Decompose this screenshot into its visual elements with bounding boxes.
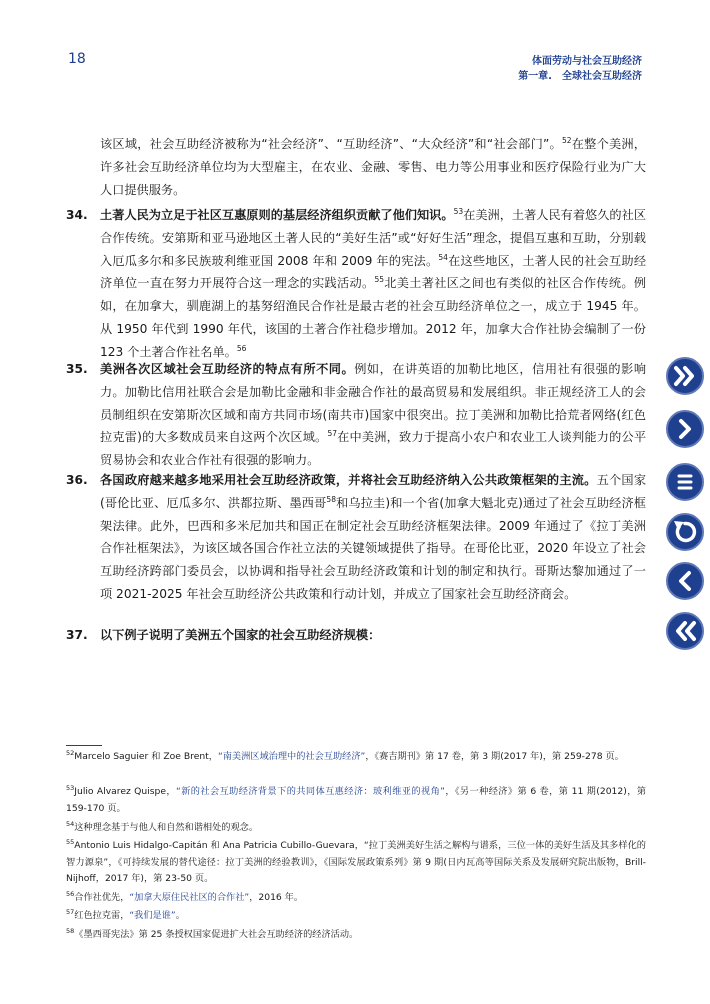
nav-previous-page-button[interactable] xyxy=(666,562,704,600)
body-text: Antonio Luis Hidalgo-Capitán 和 Ana Patricia Cubillo-Guevara，“拉丁美洲美好生活之解构与谱系，三位一体的美好生活及其多样化的智力源泉”，《可持续发展的替代途径：拉丁美洲的经验教训》，《国际发展政策系列》第 9 期(日内瓦高等国际关系及发展研究院出版物，Brill-Nijhoff，2017 年)，第 23-50 页。 xyxy=(66,840,646,884)
body-text: 红色拉克雷， xyxy=(74,910,130,921)
nav-last-page-button[interactable] xyxy=(666,357,704,395)
body-text: ，2016 年。 xyxy=(249,892,304,903)
nav-contents-button[interactable] xyxy=(666,463,704,501)
body-text: 五个国家(哥伦比亚、厄瓜多尔、洪都拉斯、墨西哥 xyxy=(100,473,647,510)
body-text: 。 xyxy=(175,910,185,921)
running-header-title: 体面劳动与社会互助经济 xyxy=(532,56,642,67)
nav-first-page-button[interactable] xyxy=(666,612,704,650)
footnote-reference[interactable]: 58 xyxy=(326,494,336,504)
footnote-number: 52 xyxy=(66,748,75,757)
chevron-right-icon xyxy=(668,412,702,446)
page-number: 18 xyxy=(68,51,86,67)
paragraph-34 xyxy=(100,204,646,364)
paragraph-number: 34. xyxy=(66,208,88,222)
footnote-58 xyxy=(66,927,646,944)
footnote-56 xyxy=(66,890,646,907)
paragraph-36 xyxy=(100,469,646,606)
footnote-55 xyxy=(66,838,646,888)
body-text: Julio Alvarez Quispe， xyxy=(74,786,177,797)
body-text: 在整个美洲，许多社会互助经济单位均为大型雇主，在农业、金融、零售、电力等公用事业和医疗保险行业为广大人口提供服务。 xyxy=(100,137,646,197)
body-text: Marcelo Saguier 和 Zoe Brent， xyxy=(74,751,218,762)
paragraph-35 xyxy=(100,358,646,472)
body-text: 在中美洲，致力于提高小农户和农业工人谈判能力的公平贸易协会和农业合作社有很强的影响力。 xyxy=(100,430,647,468)
paragraph-lead-sentence: 土著人民为立足于社区互惠原则的基层经济组织贡献了他们知识。 xyxy=(100,208,454,222)
footnote-number: 53 xyxy=(66,783,75,792)
footnote-reference[interactable]: 52 xyxy=(561,135,572,145)
body-text: 北美土著社区之间也有类似的社区合作传统。例如，在加拿大，驯鹿湖上的基努绍渔民合作社是最古老的社会互助经济单位之一，成立于 1945 年。从 1950 年代到 1990 年代，该国的土著合作社稳步增加。2012 年，加拿大合作社协会编制了一份 123 个土著合作社名单。 xyxy=(100,276,647,359)
footnote-reference[interactable]: 53 xyxy=(453,206,464,216)
footnote-reference[interactable]: 55 xyxy=(374,275,385,285)
footnote-reference[interactable]: 54 xyxy=(438,252,448,262)
footnote-separator xyxy=(66,745,102,746)
body-text: 在美洲，土著人民有着悠久的社区合作传统。安第斯和亚马逊地区土著人民的“美好生活”或“好好生活”理念，提倡互惠和互助，分别载入厄瓜多尔和多民族玻利维亚国 2008 年和 2009 年的宪法。 xyxy=(100,208,647,268)
citation-link[interactable]: “新的社会互助经济背景下的共同体互惠经济：玻利维亚的视角” xyxy=(176,786,445,797)
footnote-number: 54 xyxy=(66,819,75,828)
footnote-57 xyxy=(66,908,646,925)
body-text: ，《另一种经济》第 6 卷，第 11 期(2012)，第 159-170 页。 xyxy=(66,786,647,814)
body-text: 该区域，社会互助经济被称为“社会经济”、“互助经济”、“大众经济”和“社会部门”。 xyxy=(100,137,562,151)
paragraph-number: 37. xyxy=(66,628,88,642)
nav-next-page-button[interactable] xyxy=(666,410,704,448)
chevron-left-icon xyxy=(668,564,702,598)
double-chevron-left-icon xyxy=(668,614,702,648)
double-chevron-right-icon xyxy=(668,359,702,393)
footnote-reference[interactable]: 56 xyxy=(236,343,247,353)
paragraph-number: 36. xyxy=(66,473,88,487)
footnote-52 xyxy=(66,749,646,766)
paragraph-number: 35. xyxy=(66,362,88,376)
paragraph-33-continued xyxy=(100,133,646,201)
footnote-number: 56 xyxy=(66,889,75,898)
body-text: ，《赛吉期刊》第 17 卷，第 3 期(2017 年)，第 259-278 页。 xyxy=(365,751,624,762)
body-text: 和乌拉圭)和一个省(加拿大魁北克)通过了社会互助经济框架法律。此外，巴西和多米尼加共和国正在制定社会互助经济框架法律。2009 年通过了《拉丁美洲合作社框架法》，为该区域各国合作社立法的关键领域提供了指导。在哥伦比亚，2020 年设立了社会互助经济跨部门委员会，以协调和指导社会互助经济政策和计划的制定和执行。哥斯达黎加通过了一项 2021-2025 年社会互助经济公共政策和行动计划，并成立了国家社会互助经济商会。 xyxy=(100,495,646,601)
return-arrow-icon xyxy=(668,515,702,549)
citation-link[interactable]: “加拿大原住民社区的合作社” xyxy=(129,892,250,903)
paragraph-lead-sentence: 美洲各次区域社会互助经济的特点有所不同。 xyxy=(100,362,355,376)
body-text: 这种理念基于与他人和自然和谐相处的观念。 xyxy=(74,822,259,833)
paragraph-lead-sentence: 以下例子说明了美洲五个国家的社会互助经济规模： xyxy=(100,628,381,642)
body-text: 《墨西哥宪法》第 25 条授权国家促进扩大社会互助经济的经济活动。 xyxy=(74,929,359,940)
footnote-number: 55 xyxy=(66,837,75,846)
paragraph-37 xyxy=(100,624,646,647)
footnote-53 xyxy=(66,784,646,817)
footnote-number: 58 xyxy=(66,926,75,935)
running-header-chapter: 第一章. 全球社会互助经济 xyxy=(518,71,642,82)
nav-back-button[interactable] xyxy=(666,513,704,551)
citation-link[interactable]: “南美洲区域治理中的社会互助经济” xyxy=(217,751,366,762)
citation-link[interactable]: “我们是谁” xyxy=(129,910,176,921)
footnote-reference[interactable]: 57 xyxy=(327,429,337,439)
paragraph-lead-sentence: 各国政府越来越多地采用社会互助经济政策，并将社会互助经济纳入公共政策框架的主流。 xyxy=(100,473,597,487)
body-text: 例如，在讲英语的加勒比地区，信用社有很强的影响力。加勒比信用社联合会是加勒比金融和非金融合作社的最高贸易和发展组织。非正规经济工人的会员制组织在安第斯次区域和南方共同市场(南共市)国家中很突出。拉丁美洲和加勒比拾荒者网络(红色拉克雷)的大多数成员来自这两个次区域。 xyxy=(100,362,647,445)
body-text: 合作社优先， xyxy=(74,892,130,903)
body-text: 在这些地区，土著人民的社会互助经济单位一直在努力开展符合这一理念的实践活动。 xyxy=(100,253,647,291)
footnote-number: 57 xyxy=(66,907,75,916)
footnote-54 xyxy=(66,820,646,837)
menu-icon xyxy=(668,465,702,499)
